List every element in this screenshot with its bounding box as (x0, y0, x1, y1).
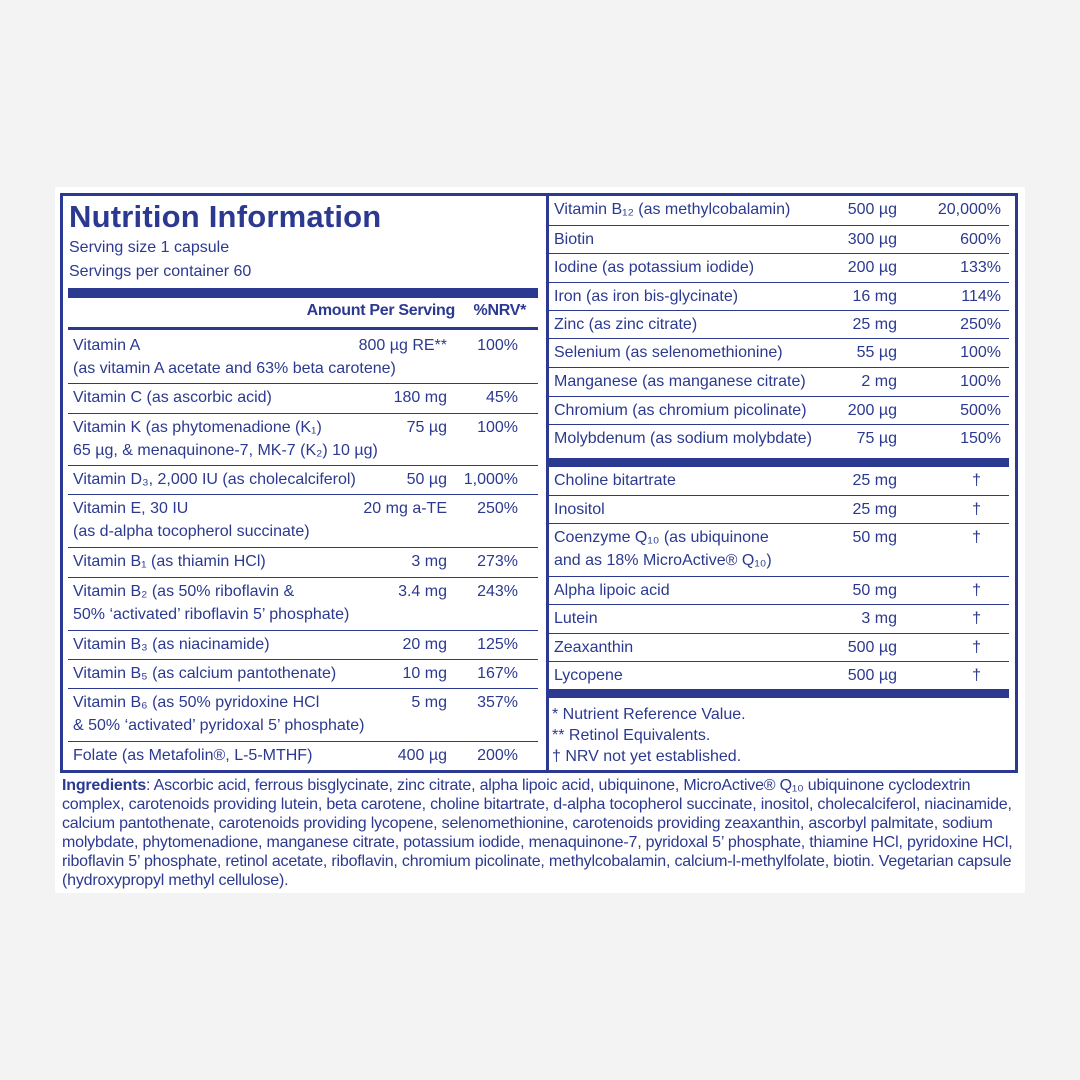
nutrient-amount: 800 µg RE** (358, 337, 447, 354)
nutrient-amount: 55 µg (856, 344, 897, 361)
table-row (68, 414, 538, 466)
nutrient-name: Zeaxanthin (554, 639, 634, 656)
nutrient-amount: 25 mg (852, 472, 897, 489)
nutrient-nrv: 100% (477, 337, 518, 354)
nutrient-nrv: 1,000% (463, 471, 518, 488)
table-row (549, 339, 1009, 368)
nutrient-name-line2: 50% ‘activated’ riboflavin 5’ phosphate) (73, 606, 350, 623)
thick-divider-mid (549, 458, 1009, 467)
nutrient-name: Alpha lipoic acid (554, 582, 670, 599)
table-row (549, 397, 1009, 425)
nutrient-amount: 200 µg (847, 259, 897, 276)
nutrient-name: Biotin (554, 231, 595, 248)
table-row (549, 196, 1009, 226)
nutrient-nrv: † (972, 639, 981, 656)
table-row (549, 496, 1009, 524)
nutrient-name: Lutein (554, 610, 598, 627)
nutrient-amount: 500 µg (847, 667, 897, 684)
nutrient-name: Vitamin K (as phytomenadione (K₁) (73, 419, 322, 436)
page-title: Nutrition Information (69, 199, 382, 234)
nutrient-amount: 3.4 mg (398, 583, 447, 600)
nutrient-name: Vitamin E, 30 IU (73, 500, 189, 517)
ingredients-list: : Ascorbic acid, ferrous bisglycinate, zinc citrate, alpha lipoic acid, ubiquinone, MicroActive® Q₁₀ ubiquinone cyclodextrin complex, carotenoids providing lutein, beta carotene, choline bitartrate, d-alpha tocopherol succinate, inositol, cholecalciferol, niacinamide, calcium pantothenate, carotenoids providing lycopene, selenomethionine, carotenoids providing zeaxanthin, ascorbyl palmitate, sodium molybdate, phytomenadione, manganese citrate, potassium iodide, menaquinone-7, pyridoxal 5’ phosphate, thiamine HCl, pyridoxine HCl, riboflavin 5’ phosphate, retinol acetate, riboflavin, chromium picolinate, methylcobalamin, calcium-l-methylfolate, biotin. Vegetarian capsule (hydroxypropyl methyl cellulose). (62, 777, 1013, 889)
thick-divider (68, 288, 538, 298)
nutrient-nrv: 273% (477, 553, 518, 570)
left-column (63, 196, 546, 770)
nutrient-name-line2: & 50% ‘activated’ pyridoxal 5’ phosphate) (73, 717, 365, 734)
table-row (549, 254, 1009, 283)
nutrient-name: Iron (as iron bis-glycinate) (554, 288, 739, 305)
nutrient-amount: 50 mg (852, 582, 897, 599)
nutrient-amount: 180 mg (393, 389, 447, 406)
nutrient-name-line2: (as d-alpha tocopherol succinate) (73, 523, 310, 540)
nutrient-amount: 500 µg (847, 639, 897, 656)
nutrient-amount: 400 µg (397, 747, 447, 764)
nutrient-amount: 50 µg (406, 471, 447, 488)
table-row (549, 577, 1009, 605)
nutrient-name: Manganese (as manganese citrate) (554, 373, 806, 390)
nutrient-nrv: 100% (960, 373, 1001, 390)
nrv-header: %NRV* (473, 302, 526, 319)
nutrient-nrv: 100% (960, 344, 1001, 361)
nutrient-nrv: 600% (960, 231, 1001, 248)
table-row (68, 548, 538, 578)
table-row (68, 578, 538, 631)
nutrition-label-card (55, 187, 1025, 893)
nutrient-amount: 3 mg (411, 553, 447, 570)
nutrient-name: Vitamin B₅ (as calcium pantothenate) (73, 665, 337, 682)
nutrient-nrv: 133% (960, 259, 1001, 276)
table-row (549, 311, 1009, 339)
nutrient-nrv: 150% (960, 430, 1001, 447)
nutrient-nrv: 243% (477, 583, 518, 600)
nutrient-name: Vitamin B₂ (as 50% riboflavin & (73, 583, 295, 600)
nutrient-amount: 3 mg (861, 610, 897, 627)
footnote-nrv: * Nutrient Reference Value. (552, 706, 746, 723)
table-row (549, 662, 1009, 690)
nutrient-amount: 500 µg (847, 201, 897, 218)
table-row (549, 524, 1009, 577)
table-row (549, 467, 1009, 496)
nutrient-amount: 25 mg (852, 501, 897, 518)
ingredients-text (62, 776, 1020, 890)
serving-size: Serving size 1 capsule (69, 239, 230, 256)
table-row (68, 466, 538, 495)
table-row (68, 660, 538, 689)
servings-per-container: Servings per container 60 (69, 263, 252, 280)
table-row (549, 226, 1009, 254)
nutrient-nrv: 250% (477, 500, 518, 517)
nutrient-amount: 75 µg (406, 419, 447, 436)
table-row (68, 742, 538, 771)
table-row (68, 332, 538, 384)
ingredients-label: Ingredients (62, 777, 147, 794)
nutrient-amount: 10 mg (402, 665, 447, 682)
nutrient-name: Inositol (554, 501, 605, 518)
nutrient-name: Lycopene (554, 667, 623, 684)
nutrient-nrv: 45% (485, 389, 518, 406)
table-row (68, 631, 538, 660)
table-row (68, 689, 538, 742)
nutrient-name-line2: and as 18% MicroActive® Q₁₀) (554, 552, 772, 569)
nutrient-name: Molybdenum (as sodium molybdate) (554, 430, 812, 447)
footnote-dagger: † NRV not yet established. (552, 748, 742, 765)
nutrient-name: Vitamin B₃ (as niacinamide) (73, 636, 270, 653)
nutrient-name: Vitamin C (as ascorbic acid) (73, 389, 272, 406)
nutrient-nrv: 100% (477, 419, 518, 436)
nutrient-amount: 20 mg a-TE (363, 500, 447, 517)
nutrient-nrv: 114% (961, 288, 1001, 305)
nutrient-nrv: 20,000% (937, 201, 1001, 218)
nutrient-name: Chromium (as chromium picolinate) (554, 402, 807, 419)
nutrient-nrv: 167% (477, 665, 518, 682)
nutrient-nrv: † (972, 472, 981, 489)
nutrition-table-panel (60, 193, 1018, 773)
nutrient-amount: 50 mg (852, 529, 897, 546)
table-row (549, 425, 1009, 454)
nutrient-nrv: † (972, 529, 981, 546)
nutrient-name: Zinc (as zinc citrate) (554, 316, 698, 333)
nutrient-amount: 300 µg (847, 231, 897, 248)
nutrient-name: Iodine (as potassium iodide) (554, 259, 755, 276)
nutrient-nrv: 500% (960, 402, 1001, 419)
nutrient-nrv: 125% (477, 636, 518, 653)
nutrient-name-line2: 65 µg, & menaquinone-7, MK-7 (K₂) 10 µg) (73, 442, 378, 459)
header-divider (68, 327, 538, 330)
right-column (549, 196, 1015, 770)
nutrient-nrv: † (972, 667, 981, 684)
table-row (549, 634, 1009, 662)
nutrient-nrv: † (972, 501, 981, 518)
nutrient-name: Vitamin B₁ (as thiamin HCl) (73, 553, 266, 570)
nutrient-nrv: † (972, 610, 981, 627)
footnote-retinol: ** Retinol Equivalents. (552, 727, 711, 744)
nutrient-nrv: 357% (477, 694, 518, 711)
nutrient-name: Vitamin D₃, 2,000 IU (as cholecalciferol) (73, 471, 356, 488)
nutrient-name: Choline bitartrate (554, 472, 676, 489)
table-row (549, 368, 1009, 397)
amount-per-serving-header: Amount Per Serving (306, 302, 455, 319)
nutrient-amount: 20 mg (402, 636, 447, 653)
nutrient-amount: 5 mg (411, 694, 447, 711)
nutrient-name: Selenium (as selenomethionine) (554, 344, 783, 361)
nutrient-name: Vitamin B₁₂ (as methylcobalamin) (554, 201, 791, 218)
table-row (68, 384, 538, 414)
nutrient-nrv: 200% (477, 747, 518, 764)
nutrient-nrv: † (972, 582, 981, 599)
table-row (549, 605, 1009, 634)
nutrient-amount: 75 µg (856, 430, 897, 447)
table-row (549, 283, 1009, 311)
nutrient-name: Coenzyme Q₁₀ (as ubiquinone (554, 529, 769, 546)
nutrient-amount: 200 µg (847, 402, 897, 419)
nutrient-name: Folate (as Metafolin®, L-5-MTHF) (73, 747, 313, 764)
nutrient-name: Vitamin A (73, 337, 141, 354)
nutrient-nrv: 250% (960, 316, 1001, 333)
nutrient-amount: 25 mg (852, 316, 897, 333)
nutrient-name: Vitamin B₆ (as 50% pyridoxine HCl (73, 694, 320, 711)
nutrient-amount: 2 mg (861, 373, 897, 390)
nutrient-name-line2: (as vitamin A acetate and 63% beta carotene) (73, 360, 396, 377)
table-row (68, 495, 538, 548)
nutrient-amount: 16 mg (852, 288, 897, 305)
thick-divider-bottom (549, 689, 1009, 698)
